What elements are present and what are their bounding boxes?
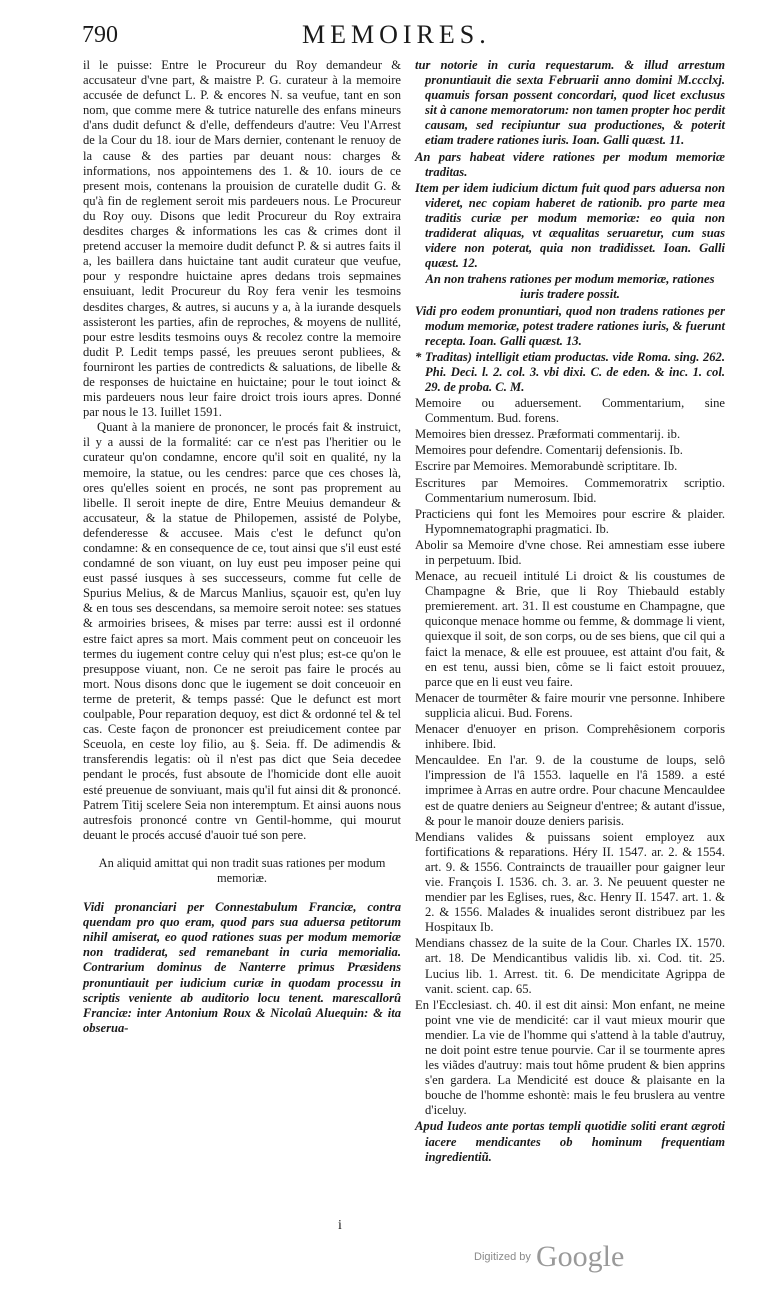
right-entry-10: Escrire par Memoires. Memorabundè scriptitare. Ib. bbox=[415, 459, 678, 474]
page-header bbox=[82, 18, 722, 54]
right-entry-16: Menacer d'enuoyer en prison. Comprehêsionem corporis inhibere. Ibid. bbox=[415, 722, 725, 752]
right-entry-7: Memoire ou aduersement. Commentarium, sine Commentum. Bud. forens. bbox=[415, 396, 725, 426]
right-entry-1: tur notorie in curia requestarum. & illud arrestum pronuntiauit die sexta Februarii anno domini M.ccclxj. quamuis forsan possent concordari, quod licet exclusus sit à canone memoratorum: non tamen propter hoc perdit causam, sed recipiuntur sua productiones, & poterit etiam tradere rationes iuris. Ioan. Galli quæst. 11. bbox=[415, 58, 725, 148]
left-latin-text: Vidi pronanciari per Connestabulum Franciæ, contra quendam pro quo eram, quod pars sua aduersa petitorum nihil amiserat, eo quod rationes suas per modum memoriæ non tradiderat, sed remanebant in curia memorialia. Contrarium dominus de Nanterre primus Præsidens pronuntiauit per iudicium curiæ in quodam processu in scriptis veniente ab auditorio locu tenent. marescallorû Franciæ: inter Antonium Roux & Nicolaû Aluequin: & ita obserua- bbox=[83, 900, 401, 1035]
page-number: 790 bbox=[82, 22, 118, 48]
right-entry-9: Memoires pour defendre. Comentarij defensionis. Ib. bbox=[415, 443, 683, 458]
right-entry-13: Abolir sa Memoire d'vne chose. Rei amnestiam esse iubere in perpetuum. Ibid. bbox=[415, 537, 725, 567]
digitized-by-text: Digitized by bbox=[474, 1251, 531, 1263]
right-entry-3: Item per idem iudicium dictum fuit quod pars aduersa non videret, nec copiam haberet de rationib. pro parte mea traditis curiæ per modum memoriæ: eo quia non tradiderat aliquas, vt æqualitas seruaretur, cum suas videre non poterat, quia non tradidisset. Ioan. Galli quæst. 12. bbox=[415, 180, 725, 271]
right-entry-12: Practiciens qui font les Memoires pour escrire & plaider. Hypomnematographi pragmatici. Ib. bbox=[415, 506, 725, 536]
left-paragraph-2: Quant à la maniere de prononcer, le procés fait & instruict, il y a aussi de la formalité: car ce n'est pas l'heritier ou le curateur qu'on condamne, encore qu'il soit en qualité, ny la memoire, la statue, ou les cendres: parce que ces choses là, ores qu'elles soient en procés, ne sont pas proprement au libelle. Il seroit inepte de dire, Entre Meuius demandeur & accusateur, & la statue de Philopemen, assisté de Polybe, defenderesse & accusee. Mais c'est le defunct qu'on condamne: & en consequence de ce, tout ainsi que s'il eust esté condamné de son viuant, on luy eust peu imposer peine qui eust passé iusques à ses successeurs, comme fut celle de Spurius Melius, & de Marcus Manlius, sçauoir est, qu'en luy & en tous ses descendans, sa memoire seroit notee: ses statues & armoiries brisees, & mises par terre: aussi est il ordonné estre faict apres sa mort. Mais comment peut on conceuoir les termes du iugement contre celuy qui n'est plus; est-ce qu'on le presuppose viuant, non. Ce ne seroit pas faire le procés au mort. Nous disons donc que le iugement se doit conceuoir en terme de preterit, & temps passé: Que le defunct est mort coulpable, Pour reparation dequoy, est dict & ordonné tel & tel cas. Ceste façon de prononcer est preiudicement contee par Sceuola, en ceste loy filio, au §. Seia. ff. De adimendis & transferendis legatis: où il n'est pas dict que Seia decedee pendant le procés, fust absoute de l'homicide dont elle auoit esté preuenue de sonviuant, mais qu'il fut ainsi dit & prononcé. Patrem Titij scelere Seia non interemptum. Et ainsi auons nous autresfois prononcé contre vn Gentil-homme, qui mourut deuant le procés accusé d'auoir tué son pere. bbox=[83, 420, 401, 842]
right-entry-15: Menacer de tourmêter & faire mourir vne personne. Inhibere supplicia alicui. Bud. Forens. bbox=[415, 690, 725, 720]
right-entry-19: Mendians chassez de la suite de la Cour. Charles IX. 1570. art. 18. De Mendicantibus validis lib. xi. Cod. tit. 25. Lucius lib. 1. Arrest. tit. 6. De mendicitate Agrippa de vanit. scient. cap. 65. bbox=[415, 936, 725, 996]
left-paragraph-1: il le puisse: Entre le Procureur du Roy demandeur & accusateur d'vne part, & maistre P. G. curateur à la memoire accusée de defunct L. P. & encores N. sa veufue, tant en son nom, que comme mere & tutrice naturelle des enfans mineurs d'ans dudit defunct & d'elle, deffendeurs d'autre: Veu l'Arrest de la Cour du 18. iour de Mars dernier, contenant le renuoy de la cause & des parties par deuant nous: charges & informations, nos appointemens des 1. & 10. iours de ce present mois, contenans la prouision de curatelle dudit G. & qu'à fin de reglement seroit mis pardeuers nous. Le Procureur du Roy ouy. Disons que ledit Procureur du Roy extraira desdites charges & informations les cas & crimes dont il pretend accuser la memoire dudit defunct P. & si autres faits il a, les baillera dans huictaine tant audit curateur que veufue, pour y respondre huictaine apres dedans trois sepmaines ensuiuant, ledit Procureur du Roy fera venir les tesmoins desdites charges, & autres, si aucuns y a, à la iurande desquels assisteront les parties, afin de reproches, & moyens de nullité, pour estre lesdits tesmoins ouys & recolez contre la memoire dudit P. Ledit temps passé, les preuues seront publiees, & fourniront les parties de contredicts & saluations, de libelle & de responses de huictaine en huictaine; pour le tout ioinct & mis pardeuers nous leur faire droict trois iours apres. Donné par nous le 13. Iuillet 1591. bbox=[83, 58, 401, 420]
right-entry-17: Mencauldee. En l'ar. 9. de la coustume de loups, selô l'impression de l'â 1553. laquelle en l'â 1589. a esté imprimee à Arras en autre ordre. Pour chacune Mencauldee est de quatre deniers au Seigneur d'entree; & autant d'issue, & pour le manoir douze deniers parisis. bbox=[415, 753, 725, 828]
left-subheading: An aliquid amittat qui non tradit suas rationes per modum memoriæ. bbox=[98, 855, 386, 885]
right-entry-8: Memoires bien dressez. Præformati commentarij. ib. bbox=[415, 427, 681, 442]
right-entry-20: En l'Ecclesiast. ch. 40. il est dit ainsi: Mon enfant, ne meine point vne vie de mendicité: car il vaut mieux mourir que mendier. La vie de l'homme qui s'attend à la table d'autruy, ne doit point estre tenue pourvie. Car il se tourmente apres les viãdes d'autruy: mais tout hôme prudent & bien apprins s'en gardera. La Mendicité est douce & plaisante en la bouche de l'homme eshontè: mais le feu bruslera au ventre d'iceluy. bbox=[415, 997, 725, 1118]
right-entry-14: Menace, au recueil intitulé Li droict & lis coustumes de Champagne & Brie, que li Roy Thiebauld estably premierement. art. 31. Il est coustume en Champagne, que quiconque menace homme ou femme, & dommage li vient, quiexque il soit, de son corps, ou de ses biens, que cil qui a faict la menace, & elle est prouuee, est attaint d'ou fait, & en est tenu, aussi bien, côme se li faict estoit prouuez, parce que en li eust veu faire. bbox=[415, 569, 725, 689]
right-entry-6: * Traditas) intelligit etiam productas. vide Roma. sing. 262. Phi. Deci. l. 2. col. 3. vbi dixi. C. de eden. & inc. 1. col. 29. de proba. C. M. bbox=[415, 349, 725, 394]
catchword: i bbox=[338, 1218, 342, 1233]
left-latin-passage bbox=[83, 900, 401, 1036]
left-column bbox=[83, 58, 401, 1036]
right-entry-4: An non trahens rationes per modum memoriæ, rationes iuris tradere possit. bbox=[425, 272, 715, 302]
running-title: MEMOIRES. bbox=[302, 20, 491, 49]
right-entry-11: Escritures par Memoires. Commemoratrix scriptio. Commentarium numerosum. Ibid. bbox=[415, 475, 725, 505]
right-entry-21: Apud Iudeos ante portas templi quotidie soliti erant ægroti iacere mendicantes ob hominum frequentiam ingredientiũ. bbox=[415, 1119, 725, 1164]
google-logo: Google bbox=[535, 1240, 625, 1273]
right-entry-18: Mendians valides & puissans soient employez aux fortifications & reparations. Héry II. 1547. ar. 2. & 1554. art. 9. & 1556. Contraincts de trauailler pour gaigner leur vie. François I. 1536. ch. 3. ar. 3. Ne peuuent quester ne mendier par les Eglises, rues, &c. Henry II. 1547. art. 1. & 2. & 1556. Malades & inualides seront distribuez par les Hospitaux Ib. bbox=[415, 829, 725, 935]
right-entry-5: Vidi pro eodem pronuntiari, quod non tradens rationes per modum memoriæ, potest tradere rationes iuris, & fuerunt recepta. Ioan. Galli quæst. 13. bbox=[415, 303, 725, 348]
digitized-by-watermark bbox=[474, 1240, 624, 1274]
right-entry-2: An pars habeat videre rationes per modum memoriæ traditas. bbox=[415, 149, 725, 179]
right-column bbox=[415, 58, 725, 1166]
